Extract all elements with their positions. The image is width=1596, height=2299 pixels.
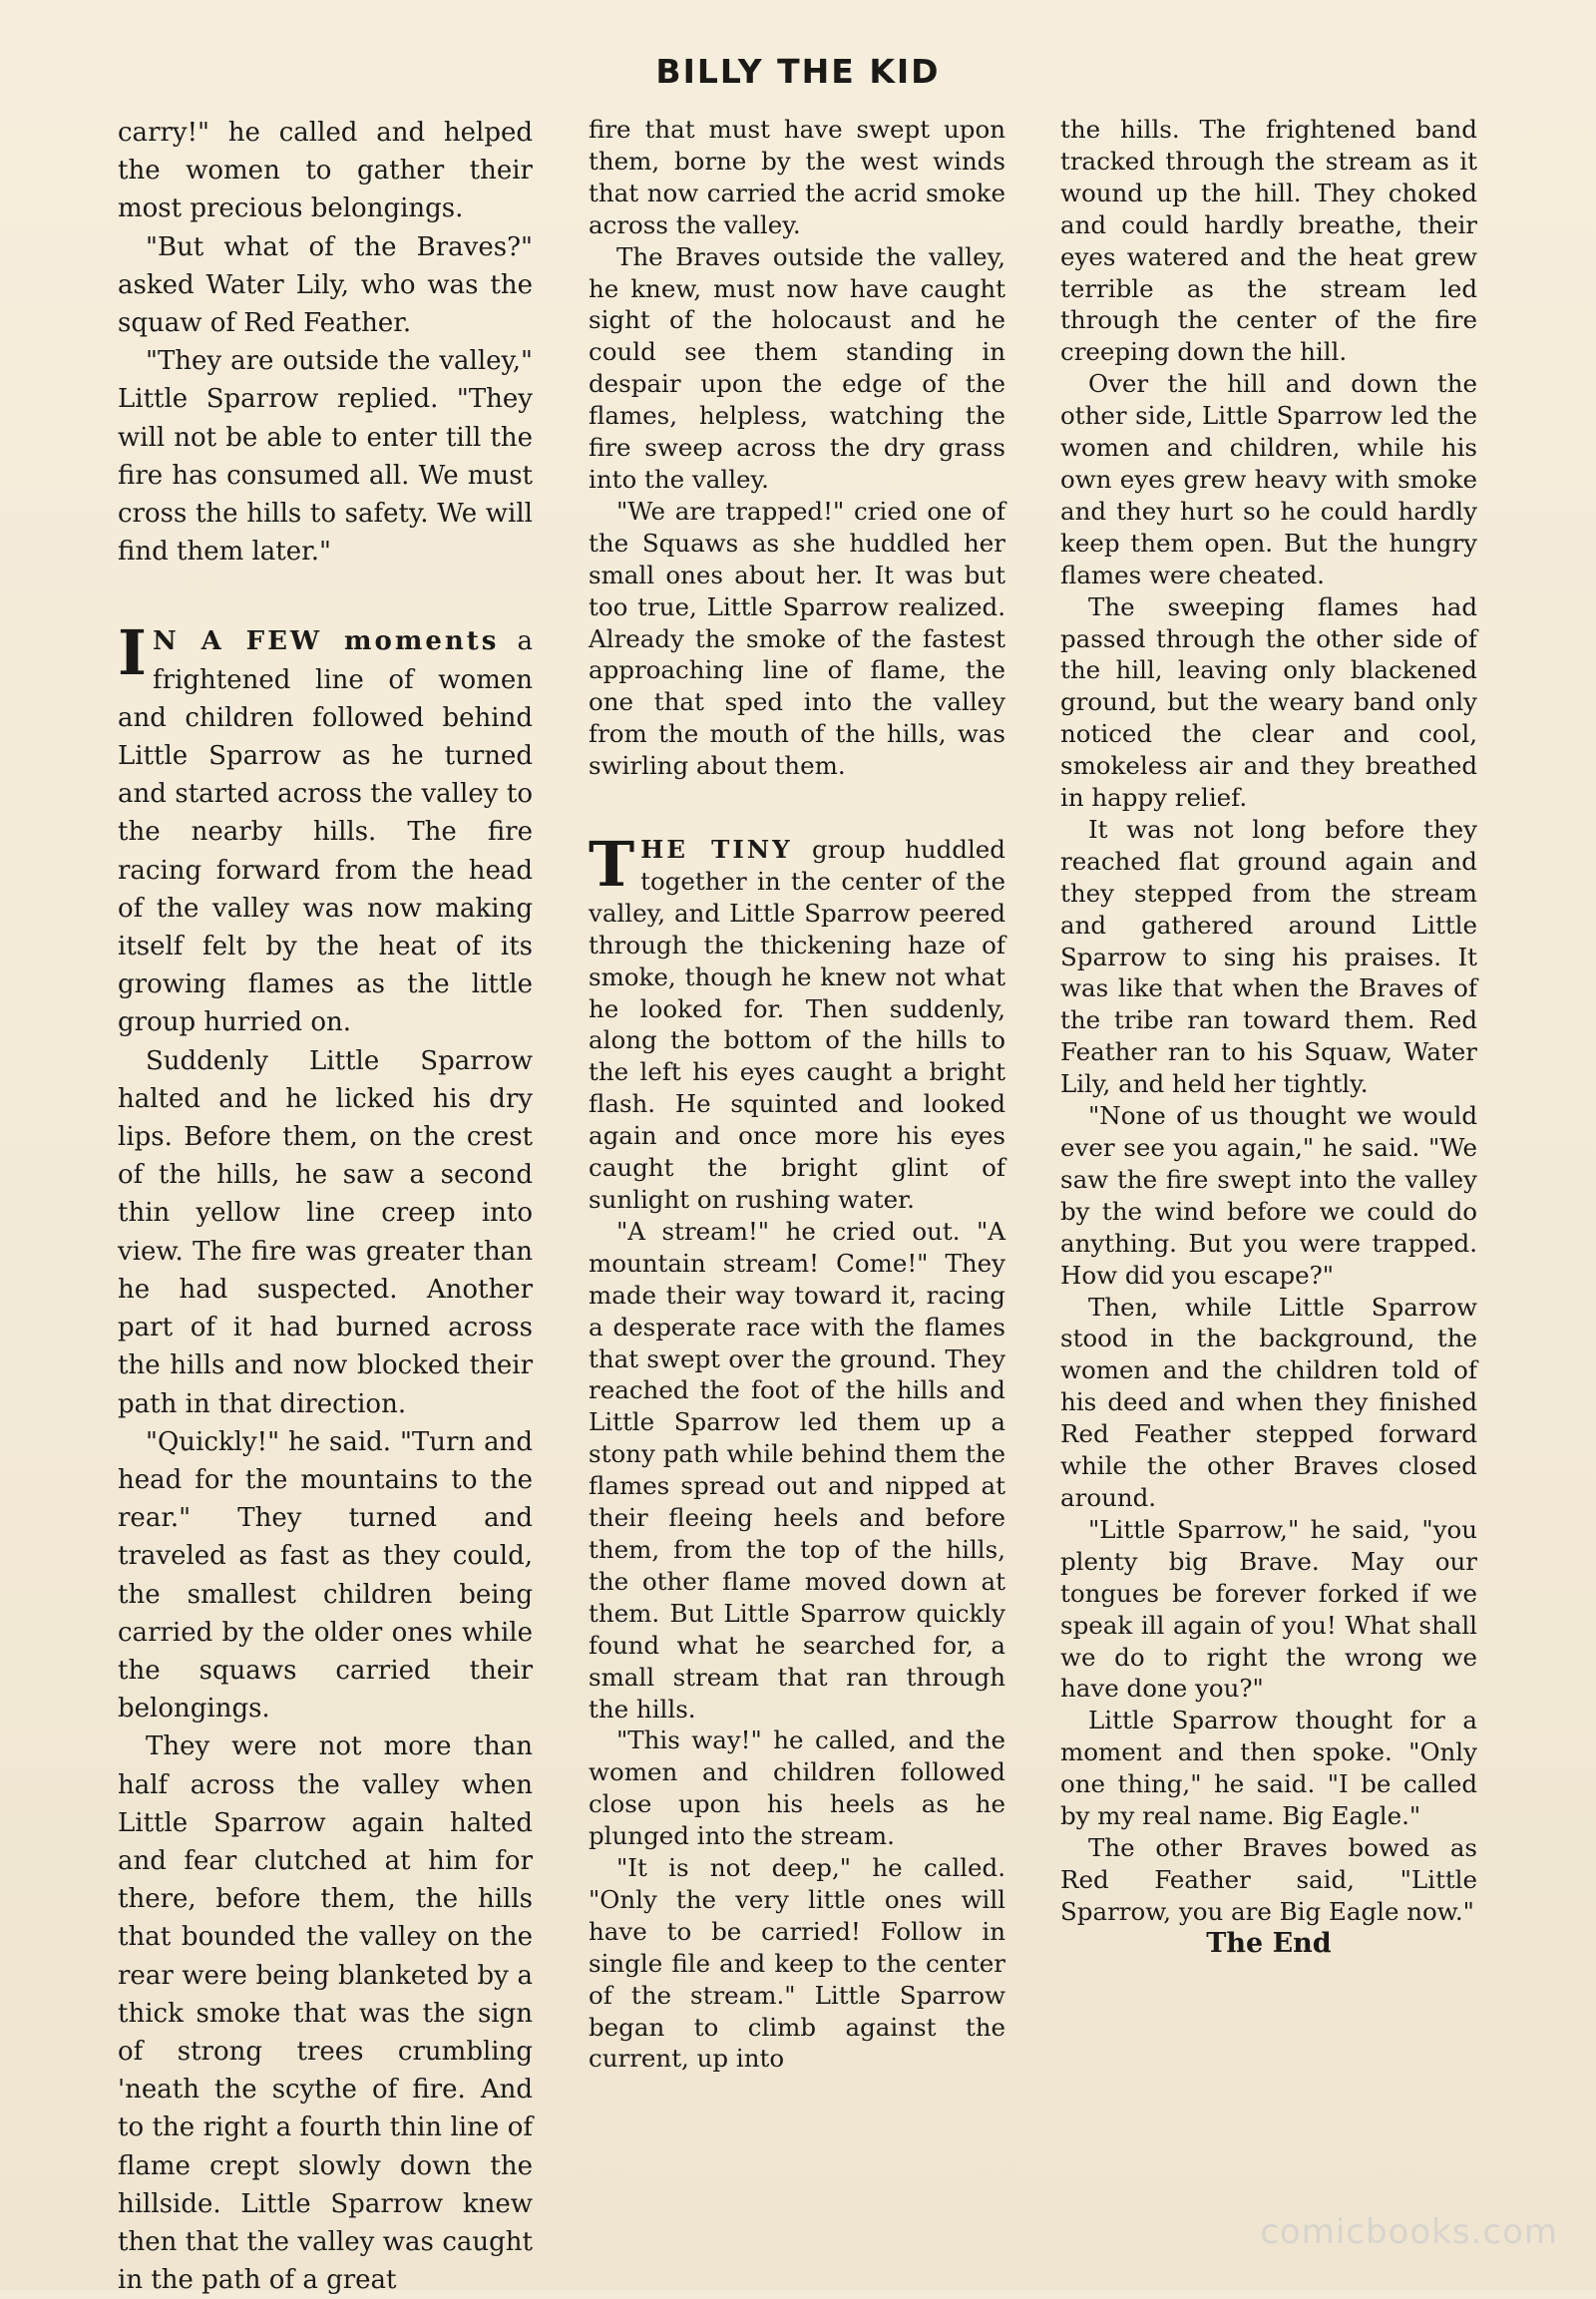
paragraph: The sweeping flames had passed through the other side of the hill, leaving only blackened ground, but the weary band only noticed the clear and cool, smokeless air and they breathed in happy relief. (1060, 591, 1477, 813)
paragraph: Suddenly Little Sparrow halted and he licked his dry lips. Before them, on the crest of the hills, he saw a second thin yellow line creep into view. The fire was greater than he had suspected. Another part of it had burned across the hills and now blocked their path in that direction. (118, 1045, 533, 1419)
paragraph: "None of us thought we would ever see you again," he said. "We saw the fire swept into the valley by the wind before we could do anything. But you were trapped. How did you escape?" (1060, 1101, 1477, 1290)
paragraph: "But what of the Braves?" asked Water Lily, who was the squaw of Red Feather. (118, 231, 533, 339)
paragraph: the hills. The frightened band tracked through the stream as it wound up the hill. They choked and could hardly breathe, their eyes watered and the heat grew terrible as the stream led through the center of the fire creeping down the hill. (1060, 115, 1477, 367)
page-header: BILLY THE KID (655, 52, 941, 91)
paragraph: Little Sparrow thought for a moment and then spoke. "Only one thing," he said. "I be called by my real name. Big Eagle." (1060, 1706, 1477, 1831)
lead-in-text: HE TINY (640, 835, 793, 865)
paragraph: "Little Sparrow," he said, "you plenty big Brave. May our tongues be forever forked if we speak ill again of you! What shall we do to right the wrong we have done you?" (1060, 1514, 1477, 1704)
paragraph: They were not more than half across the valley when Little Sparrow again halted and fear clutched at him for there, before them, the hills that bounded the valley on the rear were being blanketed by a thick smoke that was the sign of strong trees crumbling 'neath the scythe of fire. And to the right a fourth thin line of flame crept slowly down the hillside. Little Sparrow knew then that the valley was caught in the path of a great (118, 1731, 533, 2296)
paragraph: Over the hill and down the other side, Little Sparrow led the women and children, while his own eyes grew heavy with smoke and they hurt so he could hardly keep them open. But the hungry flames were cheated. (1060, 369, 1477, 589)
paragraph: The other Braves bowed as Red Feather said, "Little Sparrow, you are Big Eagle now." (1060, 1832, 1477, 1926)
paragraph: "They are outside the valley," Little Sparrow replied. "They will not be able to enter till the fire has consumed all. We must cross the hills to safety. We will find them later." (118, 346, 533, 568)
column-right (1060, 114, 1477, 2158)
paragraph: "We are trapped!" cried one of the Squaws as she huddled her small ones about her. It was but too true, Little Sparrow realized. Already the smoke of the fastest approaching line of flame, the one that sped into the valley from the mouth of the hills, was swirling about them. (589, 496, 1005, 781)
paragraph-text: group huddled together in the center of the valley, and Little Sparrow peered through the thickening haze of smoke, though he knew not what he looked for. Then suddenly, along the bottom of the hills to the left his eyes caught a bright flash. He squinted and looked again and once more his eyes caught the bright glint of sunlight on rushing water. (589, 835, 1005, 1214)
column-left (118, 114, 533, 2296)
lead-in-text: N A FEW moments (153, 626, 500, 657)
paragraph: "It is not deep," he called. "Only the very little ones will have to be carried! Follow in single file and keep to the center of the stream." Little Sparrow began to climb against the current, up into (589, 1853, 1005, 2074)
paragraph: The Braves outside the valley, he knew, must now have caught sight of the holocaust and he could see them standing in despair upon the edge of the flames, helpless, watching the fire sweep across the dry grass into the valley. (589, 241, 1005, 494)
drop-cap: I (118, 616, 148, 690)
section-paragraph (118, 616, 533, 1041)
paragraph: "A stream!" he cried out. "A mountain stream! Come!" They made their way toward it, racing a desperate race with the flames that swept over the ground. They reached the foot of the hills and Little Sparrow led them up a stony path while behind them the flames spread out and nipped at their fleeing heels and before them, from the top of the hills, the other flame moved down at them. But Little Sparrow quickly found what he searched for, a small stream that ran through the hills. (589, 1216, 1005, 1724)
paragraph: It was not long before they reached flat ground again and they stepped from the stream and gathered around Little Sparrow to sing his praises. It was like that when the Braves of the tribe ran toward them. Red Feather ran to his Squaw, Water Lily, and held her tightly. (1060, 814, 1477, 1099)
the-end-text: The End (1206, 1927, 1332, 1959)
drop-cap: T (589, 828, 635, 902)
watermark: comicbooks.com (1260, 2212, 1558, 2252)
paragraph-text: a frightened line of women and children followed behind Little Sparrow as he turned and started across the valley to the nearby hills. The fire racing forward from the head of the valley was now making itself felt by the heat of its growing flames as the little group hurried on. (118, 626, 533, 1038)
paragraph: carry!" he called and helped the women to gather their most precious belongings. (118, 118, 533, 224)
column-middle (589, 114, 1005, 2158)
section-paragraph (589, 828, 1005, 1216)
paragraph: "This way!" he called, and the women and children followed close upon his heels as he plunged into the stream. (589, 1725, 1005, 1851)
paragraph: "Quickly!" he said. "Turn and head for the mountains to the rear." They turned and traveled as fast as they could, the smallest children being carried by the older ones while the squaws carried their belongings. (118, 1426, 533, 1724)
paragraph: Then, while Little Sparrow stood in the background, the women and the children told of his deed and when they finished Red Feather stepped forward while the other Braves closed around. (1060, 1292, 1477, 1512)
paragraph: fire that must have swept upon them, borne by the west winds that now carried the acrid smoke across the valley. (589, 115, 1005, 239)
